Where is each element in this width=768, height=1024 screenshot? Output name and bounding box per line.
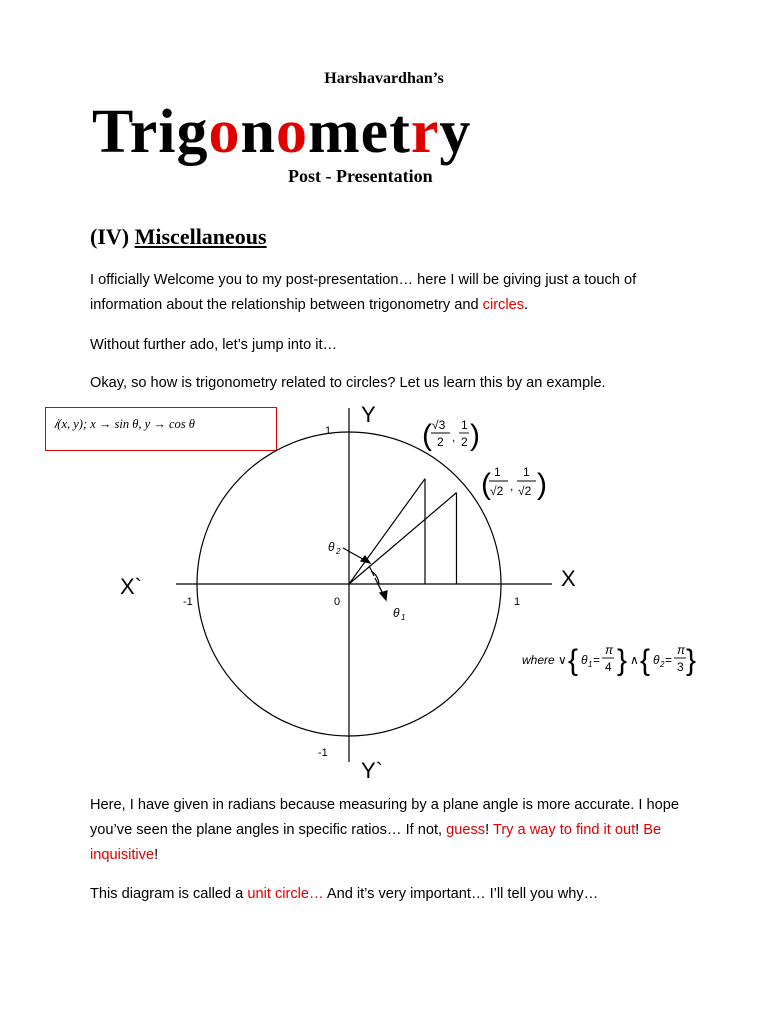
angle-mark bbox=[369, 566, 374, 576]
inquisitive-highlight: Be inquisitive bbox=[90, 822, 662, 863]
title-letter: m bbox=[308, 98, 361, 166]
svg-text:∧: ∧ bbox=[630, 653, 639, 667]
svg-text:,: , bbox=[510, 479, 514, 493]
section-number: (IV) bbox=[90, 224, 130, 249]
theta1-arrowhead bbox=[380, 591, 387, 600]
svg-text:=: = bbox=[665, 653, 673, 667]
point-b-label bbox=[481, 465, 547, 501]
intro-paragraph-3: Okay, so how is trigonometry related to circles? Let us learn this by an example. bbox=[90, 375, 606, 391]
tick-origin: 0 bbox=[334, 596, 341, 608]
title-letter: o bbox=[208, 98, 241, 166]
tick-y-neg1: -1 bbox=[318, 747, 328, 759]
title-letter: i bbox=[158, 98, 177, 166]
title-letter: r bbox=[410, 98, 440, 166]
tick-y-1: 1 bbox=[325, 425, 332, 437]
svg-text:(: ( bbox=[422, 419, 432, 452]
point-b-x-num: 1 bbox=[494, 465, 501, 479]
point-a-x-den: 2 bbox=[437, 435, 444, 449]
tick-x-1: 1 bbox=[514, 596, 521, 608]
svg-text:): ) bbox=[470, 419, 480, 452]
section-title: Miscellaneous bbox=[134, 224, 267, 249]
ray-theta1 bbox=[349, 493, 456, 584]
tick-x-neg1: -1 bbox=[183, 596, 193, 608]
unit-circle-highlight: unit circle… bbox=[247, 886, 324, 902]
axis-label-y: Y bbox=[361, 402, 376, 427]
where-label: where bbox=[522, 653, 555, 667]
svg-text:1: 1 bbox=[588, 660, 593, 669]
intro-paragraph-1: I officially Welcome you to my post-presentation… here I will be giving just a touch of information about the relationship between trigonometry and circles. bbox=[90, 272, 637, 313]
definition-formula: 𝑖(x, y); x → sin θ, y → cos θ bbox=[54, 417, 195, 431]
point-b-x-den: √2 bbox=[490, 484, 504, 498]
svg-text:3: 3 bbox=[677, 660, 684, 674]
svg-text:=: = bbox=[593, 653, 601, 667]
title-letter: o bbox=[276, 98, 309, 166]
svg-text:{: { bbox=[640, 644, 651, 677]
title-letter: g bbox=[176, 98, 209, 166]
svg-text:θ: θ bbox=[328, 540, 335, 554]
try-highlight: Try a way to find it out bbox=[492, 822, 636, 838]
axis-label-x-neg: X` bbox=[120, 574, 142, 599]
ray-theta2 bbox=[349, 479, 425, 584]
title-letter: r bbox=[129, 98, 159, 166]
svg-text:}: } bbox=[686, 644, 697, 677]
page-subtitle: Post - Presentation bbox=[288, 166, 433, 186]
svg-text:π: π bbox=[677, 643, 686, 657]
body-paragraph-unit-circle: This diagram is called a unit circle… And it’s very important… I’ll tell you why… bbox=[90, 886, 599, 902]
circles-highlight: circles bbox=[482, 297, 525, 313]
title-letter: n bbox=[240, 98, 277, 166]
svg-text:4: 4 bbox=[605, 660, 612, 674]
theta2-label bbox=[328, 540, 341, 556]
axis-label-x: X bbox=[561, 566, 576, 591]
title-letter: T bbox=[92, 98, 130, 166]
author-heading: Harshavardhan’s bbox=[324, 70, 444, 87]
point-a-x-num: √3 bbox=[432, 418, 446, 432]
where-expression bbox=[522, 643, 696, 677]
point-b-y-num: 1 bbox=[523, 465, 530, 479]
body-paragraph-radians: Here, I have given in radians because measuring by a plane angle is more accurate. I hope you’ve seen the plane angles in specific ratios… If not, guess! Try a way to find it out! Be inquisitive! bbox=[90, 797, 679, 863]
svg-text:1: 1 bbox=[401, 613, 406, 622]
point-a-label bbox=[422, 418, 480, 452]
title-letter: y bbox=[439, 98, 472, 166]
point-a-y-den: 2 bbox=[461, 435, 468, 449]
svg-text:θ: θ bbox=[581, 653, 588, 667]
theta1-label bbox=[393, 606, 405, 622]
svg-text:{: { bbox=[568, 644, 579, 677]
svg-text:θ: θ bbox=[653, 653, 660, 667]
title-letter: t bbox=[389, 98, 411, 166]
point-b-y-den: √2 bbox=[518, 484, 532, 498]
svg-text:∨: ∨ bbox=[558, 653, 567, 667]
svg-text:): ) bbox=[537, 468, 547, 501]
svg-text:(: ( bbox=[481, 468, 491, 501]
svg-text:π: π bbox=[605, 643, 614, 657]
svg-text:2: 2 bbox=[660, 660, 665, 669]
svg-text:2: 2 bbox=[336, 547, 341, 556]
svg-text:,: , bbox=[452, 430, 456, 444]
guess-highlight: guess bbox=[446, 822, 486, 838]
point-a-y-num: 1 bbox=[461, 418, 468, 432]
axis-label-y-neg: Y` bbox=[361, 758, 383, 783]
svg-text:}: } bbox=[617, 644, 628, 677]
title-letter: e bbox=[360, 98, 390, 166]
intro-paragraph-2: Without further ado, let’s jump into it… bbox=[90, 337, 338, 353]
svg-text:θ: θ bbox=[393, 606, 400, 620]
